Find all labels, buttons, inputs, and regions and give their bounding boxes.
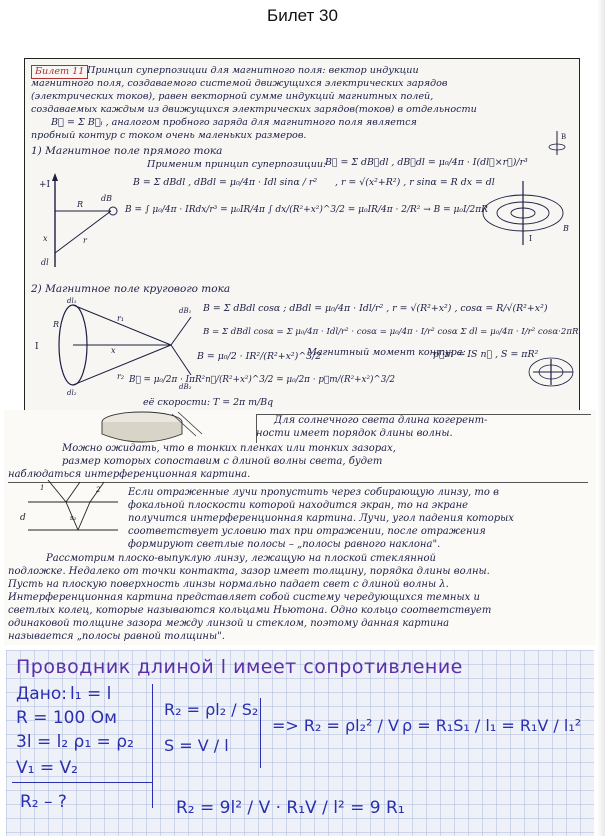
page-edge-shadow: [597, 0, 605, 836]
equation: S = V / l: [164, 736, 229, 755]
text-line: B⃗ = Σ B⃗ᵢ , аналогом пробного заряда для магнитного поля является: [51, 117, 417, 128]
text-line: размер которых сопоставим с длиной волны света, будет: [62, 456, 383, 467]
text-line: магнитного поля, создаваемого системой движущихся электрических зарядов: [31, 78, 448, 89]
text-line: создаваемых каждым из движущихся электрических зарядов(токов) в отдельности: [31, 104, 477, 115]
text-line: одинаковой толщине зазора между линзой и стеклом, поэтому данная картина: [8, 618, 450, 629]
film-reflection-diagram: [18, 480, 122, 546]
equation: => R₂ = ρl₂² / V: [272, 716, 399, 735]
text-line: Пусть на плоскую поверхность линзы нормально падает свет с длиной волны λ.: [8, 579, 449, 590]
equation-separator: [260, 698, 261, 768]
section-heading: 2) Магнитное поле кругового тока: [31, 283, 231, 295]
text-line: Принцип суперпозиции для магнитного поля: вектор индукции: [87, 65, 419, 76]
svg-text:2: 2: [96, 486, 101, 494]
svg-text:B: B: [561, 133, 567, 141]
scan-resistance-problem: [6, 650, 594, 836]
svg-text:r₂: r₂: [117, 372, 125, 381]
text-line: Можно ожидать, что в тонких пленках или тонких зазорах,: [62, 443, 396, 454]
svg-text:R: R: [77, 200, 84, 209]
given-item: l₁ = l: [70, 684, 112, 704]
text-line: Магнитный момент контура:: [307, 347, 466, 358]
text-line: фокальной плоскости которой находится экран, то на экране: [128, 500, 469, 511]
formula: T = 2π m/Bq: [213, 397, 274, 408]
svg-text:dB: dB: [101, 194, 112, 203]
text-line: ности имеет порядок длины волны.: [256, 428, 453, 439]
svg-text:dl₁: dl₁: [67, 297, 77, 305]
svg-text:dl₂: dl₂: [67, 389, 77, 397]
svg-text:x: x: [111, 346, 116, 355]
field-lines-diagram: [475, 177, 575, 247]
svg-text:B: B: [563, 224, 569, 233]
formula: B = ∫ μ₀/4π · IRdx/r³ = μ₀IR/4π ∫ dx/(R²+x²)^3/2 = μ₀IR/4π · 2/R² → B = μ₀I/2πR: [125, 205, 488, 215]
formula: B = Σ dBdl cosα = Σ μ₀/4π · Idl/r² · cosα = μ₀/4π · I/r² cosα Σ dl = μ₀/4π · I/r² cosα·2πR: [203, 327, 579, 337]
formula: B = μ₀/2 · IR²/(R²+x²)^3/2: [197, 351, 322, 362]
svg-text:s₂: s₂: [70, 514, 77, 522]
svg-text:I: I: [35, 342, 39, 352]
ticket-label: Билет 11: [31, 65, 88, 79]
circular-current-diagram: [31, 297, 201, 397]
given-item: V₁ = V₂: [16, 758, 78, 778]
text-line: Применим принцип суперпозиции:: [147, 159, 327, 170]
given-item: 3l = l₂ ρ₁ = ρ₂: [16, 732, 134, 752]
svg-text:x: x: [43, 234, 48, 243]
section-heading: 1) Магнитное поле прямого тока: [31, 145, 223, 157]
equation: ρ = R₁S₁ / l₁ = R₁V / l₁²: [402, 716, 582, 735]
svg-text:dl: dl: [41, 258, 49, 267]
svg-text:+I: +I: [39, 180, 51, 190]
svg-text:1: 1: [40, 484, 45, 492]
text-line: Интерференционная картина представляет собой систему чередующихся темных и: [8, 592, 480, 603]
text-line: подложке. Недалеко от точки контакта, зазор имеет толщину, порядка длины волны.: [8, 566, 490, 577]
text-line: соответствует условию max при отражении, после отражения: [128, 526, 486, 537]
formula: p⃗m = IS n⃗ , S = πR²: [433, 349, 539, 360]
equation-result: R₂ = 9l² / V · R₁V / l² = 9 R₁: [176, 798, 405, 818]
text-line: пробный контур с током очень маленьких размеров.: [31, 130, 307, 141]
svg-text:d: d: [20, 513, 26, 523]
given-item: R = 100 Ом: [16, 708, 117, 728]
text-line: получится интерференционная картина. Лучи, угол падения которых: [128, 513, 514, 524]
text-line: наблюдаться интерференционная картина.: [8, 469, 251, 480]
text-line: Для солнечного света длина когерент-: [274, 415, 488, 426]
page-title: Билет 30: [267, 6, 338, 25]
svg-text:r: r: [83, 236, 87, 245]
formula: B⃗ = μ₀/2π · IπR²n⃗/(R²+x²)^3/2 = μ₀/2π · p⃗m/(R²+x²)^3/2: [129, 375, 395, 385]
svg-text:r₁: r₁: [117, 314, 125, 323]
scan-magnetic-field: [24, 58, 580, 413]
problem-heading: Проводник длиной l имеет сопротивление: [16, 656, 463, 678]
straight-current-diagram: [33, 171, 129, 269]
svg-text:I: I: [529, 234, 533, 243]
text-line: Рассмотрим плоско-выпуклую линзу, лежащую на плоской стеклянной: [46, 553, 436, 564]
formula: B⃗ = Σ dB⃗dl , dB⃗dl = μ₀/4π · I(dl⃗×r⃗)/r³: [325, 157, 528, 168]
scan-interference: [4, 410, 596, 645]
given-divider: [12, 782, 152, 783]
formula: B = Σ dBdl cosα ; dBdl = μ₀/4π · Idl/r² , r = √(R²+x²) , cosα = R/√(R²+x²): [203, 303, 548, 314]
formula: B = Σ dBdl , dBdl = μ₀/4π · Idl sinα / r²: [133, 177, 318, 188]
text-line: Если отраженные лучи пропустить через собирающую линзу, то в: [128, 487, 499, 498]
text-line: формируют светлые полосы – „полосы равного наклона".: [128, 539, 441, 550]
given-label: Дано:: [16, 684, 67, 704]
given-vertical-line: [152, 684, 153, 808]
svg-text:dB₂: dB₂: [179, 383, 192, 391]
text-line: её скорости:: [143, 397, 211, 408]
svg-text:dB₁: dB₁: [179, 307, 192, 315]
text-line: называется „полосы равной толщины".: [8, 631, 225, 642]
coil-field-icon: [523, 349, 579, 395]
find-item: R₂ – ?: [20, 792, 67, 812]
text-line: (электрических токов), равен векторной сумме индукций магнитных полей,: [31, 91, 434, 102]
current-direction-icon: [545, 129, 571, 159]
svg-text:R: R: [53, 320, 60, 329]
equation: R₂ = ρl₂ / S₂: [164, 700, 259, 719]
formula: , r = √(x²+R²) , r sinα = R dx = dl: [335, 177, 495, 188]
text-line: светлых колец, которые называются кольцами Ньютона. Одно кольцо соответствует: [8, 605, 492, 616]
